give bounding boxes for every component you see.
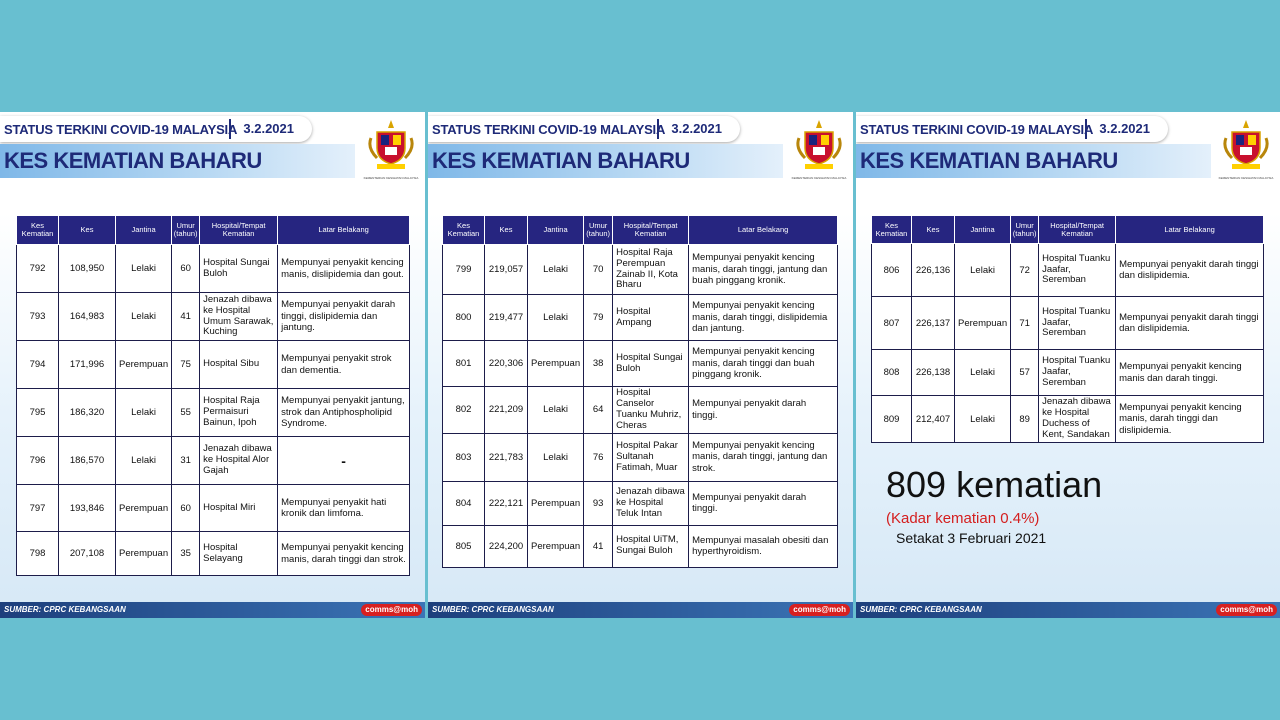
table-row [17, 485, 410, 532]
col-hospital: Hospital/Tempat Kematian [200, 216, 278, 245]
cell-umur: 79 [584, 295, 613, 341]
cell-kes: 226,136 [912, 244, 955, 297]
cell-kes: 224,200 [485, 525, 528, 567]
slide-panel-2 [428, 112, 853, 618]
cell-no: 795 [17, 389, 59, 437]
cell-umur: 41 [584, 525, 613, 567]
death-rate: (Kadar kematian 0.4%) [886, 510, 1040, 527]
cell-umur: 57 [1011, 350, 1039, 396]
col-latar-belakang: Latar Belakang [1116, 216, 1264, 244]
col-hospital: Hospital/Tempat Kematian [613, 216, 689, 245]
deaths-table [871, 215, 1264, 443]
col-latar-belakang: Latar Belakang [278, 216, 410, 245]
cell-umur: 93 [584, 481, 613, 525]
cell-jantina: Lelaki [528, 245, 584, 295]
cell-no: 806 [872, 244, 912, 297]
cell-jantina: Lelaki [116, 245, 172, 293]
cell-no: 803 [443, 433, 485, 481]
cell-kes: 171,996 [59, 341, 116, 389]
cell-no: 805 [443, 525, 485, 567]
cell-hospital: Hospital Canselor Tuanku Muhriz, Cheras [613, 387, 689, 434]
cell-hospital: Jenazah dibawa ke Hospital Umum Sarawak, Kuching [200, 293, 278, 341]
col-kes-kematian: Kes Kematian [17, 216, 59, 245]
status-date: 3.2.2021 [657, 119, 730, 139]
cell-no: 808 [872, 350, 912, 396]
col-kes-kematian: Kes Kematian [872, 216, 912, 244]
cell-umur: 38 [584, 341, 613, 387]
col-hospital: Hospital/Tempat Kematian [1039, 216, 1116, 244]
crest-caption: KEMENTERIAN KESIHATAN MALAYSIA [363, 176, 419, 180]
cell-kes: 220,306 [485, 341, 528, 387]
cell-hospital: Hospital Pakar Sultanah Fatimah, Muar [613, 433, 689, 481]
status-heading: STATUS TERKINI COVID-19 MALAYSIA [860, 121, 1094, 137]
cell-no: 807 [872, 297, 912, 350]
cell-jantina: Lelaki [528, 295, 584, 341]
col-jantina: Jantina [955, 216, 1011, 244]
col-kes: Kes [912, 216, 955, 244]
deaths-table [442, 215, 838, 568]
cell-jantina: Lelaki [116, 389, 172, 437]
slide-header [428, 116, 748, 180]
table-row [872, 244, 1264, 297]
cell-hospital: Hospital Raja Permaisuri Bainun, Ipoh [200, 389, 278, 437]
col-umur: Umur (tahun) [1011, 216, 1039, 244]
cell-jantina: Lelaki [528, 433, 584, 481]
cell-hospital: Hospital Miri [200, 485, 278, 532]
title-bar [428, 144, 783, 178]
death-summary [886, 464, 1103, 546]
cell-umur: 76 [584, 433, 613, 481]
cell-kes: 222,121 [485, 481, 528, 525]
status-date: 3.2.2021 [229, 119, 302, 139]
cell-no: 800 [443, 295, 485, 341]
cell-kes: 221,783 [485, 433, 528, 481]
table-row [872, 350, 1264, 396]
cell-umur: 60 [172, 485, 200, 532]
status-date: 3.2.2021 [1085, 119, 1158, 139]
cell-no: 799 [443, 245, 485, 295]
table-row [17, 389, 410, 437]
cell-umur: 89 [1011, 396, 1039, 443]
source-label: SUMBER: CPRC KEBANGSAAN [432, 605, 554, 614]
page-title: KES KEMATIAN BAHARU [4, 148, 262, 173]
ministry-crest-icon [791, 116, 847, 180]
table-row [17, 293, 410, 341]
col-umur: Umur (tahun) [172, 216, 200, 245]
table-row [443, 481, 838, 525]
cell-hospital: Hospital Ampang [613, 295, 689, 341]
cell-hospital: Hospital Sungai Buloh [613, 341, 689, 387]
cell-latar: Mempunyai penyakit kencing manis, darah tinggi, jantung dan buah pinggang kronik. [689, 245, 838, 295]
comms-badge: comms@moh [789, 604, 850, 616]
cell-no: 796 [17, 437, 59, 485]
cell-hospital: Hospital Tuanku Jaafar, Seremban [1039, 297, 1116, 350]
cell-jantina: Perempuan [116, 532, 172, 576]
cell-jantina: Lelaki [116, 437, 172, 485]
cell-hospital: Jenazah dibawa ke Hospital Teluk Intan [613, 481, 689, 525]
cell-latar: Mempunyai penyakit hati kronik dan limfoma. [278, 485, 410, 532]
page-title: KES KEMATIAN BAHARU [860, 148, 1118, 173]
table-row [872, 396, 1264, 443]
col-kes-kematian: Kes Kematian [443, 216, 485, 245]
cell-hospital: Hospital Sibu [200, 341, 278, 389]
cell-jantina: Perempuan [116, 341, 172, 389]
cell-latar: Mempunyai penyakit kencing manis, darah tinggi dan strok. [278, 532, 410, 576]
deaths-table [16, 215, 410, 576]
col-jantina: Jantina [116, 216, 172, 245]
table-header-row [443, 216, 838, 245]
cell-hospital: Hospital Tuanku Jaafar, Seremban [1039, 350, 1116, 396]
cell-jantina: Perempuan [955, 297, 1011, 350]
cell-umur: 55 [172, 389, 200, 437]
table-header-row [872, 216, 1264, 244]
cell-latar: Mempunyai penyakit darah tinggi. [689, 481, 838, 525]
cell-hospital: Hospital Raja Perempuan Zainab II, Kota Bharu [613, 245, 689, 295]
col-latar-belakang: Latar Belakang [689, 216, 838, 245]
cell-kes: 193,846 [59, 485, 116, 532]
cell-latar: Mempunyai penyakit darah tinggi. [689, 387, 838, 434]
cell-latar: Mempunyai penyakit kencing manis, darah tinggi dan buah pinggang kronik. [689, 341, 838, 387]
cell-no: 809 [872, 396, 912, 443]
crest-caption: KEMENTERIAN KESIHATAN MALAYSIA [1218, 176, 1274, 180]
cell-latar: Mempunyai penyakit kencing manis, darah tinggi dan dislipidemia. [1116, 396, 1264, 443]
cell-hospital: Hospital Tuanku Jaafar, Seremban [1039, 244, 1116, 297]
cell-no: 794 [17, 341, 59, 389]
table-row [17, 341, 410, 389]
table-row [443, 525, 838, 567]
source-label: SUMBER: CPRC KEBANGSAAN [860, 605, 982, 614]
table-row [443, 245, 838, 295]
table-row [443, 433, 838, 481]
cell-jantina: Perempuan [116, 485, 172, 532]
cell-jantina: Lelaki [116, 293, 172, 341]
cell-no: 797 [17, 485, 59, 532]
slide-header [0, 116, 320, 180]
cell-latar: Mempunyai penyakit darah tinggi dan dislipidemia. [1116, 244, 1264, 297]
cell-latar: Mempunyai penyakit kencing manis, dislipidemia dan gout. [278, 245, 410, 293]
status-pill [856, 116, 1168, 142]
cell-hospital: Hospital UiTM, Sungai Buloh [613, 525, 689, 567]
cell-umur: 75 [172, 341, 200, 389]
cell-umur: 31 [172, 437, 200, 485]
cell-latar: Mempunyai penyakit darah tinggi dan dislipidemia. [1116, 297, 1264, 350]
cell-latar: Mempunyai penyakit kencing manis dan darah tinggi. [1116, 350, 1264, 396]
cell-jantina: Perempuan [528, 525, 584, 567]
cell-umur: 41 [172, 293, 200, 341]
slide-panel-1 [0, 112, 425, 618]
table-row [17, 245, 410, 293]
cell-hospital: Jenazah dibawa ke Hospital Duchess of Kent, Sandakan [1039, 396, 1116, 443]
cell-kes: 186,320 [59, 389, 116, 437]
cell-no: 792 [17, 245, 59, 293]
cell-jantina: Perempuan [528, 481, 584, 525]
as-of-date: Setakat 3 Februari 2021 [896, 530, 1047, 546]
ministry-crest-icon [363, 116, 419, 180]
title-bar [0, 144, 355, 178]
cell-kes: 186,570 [59, 437, 116, 485]
cell-no: 798 [17, 532, 59, 576]
cell-hospital: Hospital Selayang [200, 532, 278, 576]
comms-badge: comms@moh [1216, 604, 1277, 616]
cell-umur: 70 [584, 245, 613, 295]
col-umur: Umur (tahun) [584, 216, 613, 245]
comms-badge: comms@moh [361, 604, 422, 616]
cell-umur: 60 [172, 245, 200, 293]
cell-kes: 221,209 [485, 387, 528, 434]
table-row [17, 532, 410, 576]
cell-no: 804 [443, 481, 485, 525]
cell-latar: - [278, 437, 410, 485]
cell-umur: 72 [1011, 244, 1039, 297]
cell-kes: 207,108 [59, 532, 116, 576]
cell-kes: 226,137 [912, 297, 955, 350]
cell-no: 793 [17, 293, 59, 341]
cell-no: 802 [443, 387, 485, 434]
cell-kes: 219,477 [485, 295, 528, 341]
cell-umur: 64 [584, 387, 613, 434]
cell-no: 801 [443, 341, 485, 387]
cell-kes: 212,407 [912, 396, 955, 443]
status-heading: STATUS TERKINI COVID-19 MALAYSIA [432, 121, 666, 137]
status-pill [428, 116, 740, 142]
cell-kes: 164,983 [59, 293, 116, 341]
cell-latar: Mempunyai masalah obesiti dan hyperthyroidism. [689, 525, 838, 567]
cell-latar: Mempunyai penyakit kencing manis, darah tinggi, jantung dan strok. [689, 433, 838, 481]
table-row [17, 437, 410, 485]
table-row [872, 297, 1264, 350]
table-row [443, 387, 838, 434]
cell-jantina: Perempuan [528, 341, 584, 387]
cell-hospital: Jenazah dibawa ke Hospital Alor Gajah [200, 437, 278, 485]
slide-header [856, 116, 1176, 180]
cell-latar: Mempunyai penyakit jantung, strok dan Antiphospholipid Syndrome. [278, 389, 410, 437]
page-title: KES KEMATIAN BAHARU [432, 148, 690, 173]
cell-jantina: Lelaki [955, 244, 1011, 297]
slide-footer [0, 602, 425, 618]
table-row [443, 295, 838, 341]
cell-latar: Mempunyai penyakit kencing manis, darah tinggi, dislipidemia dan jantung. [689, 295, 838, 341]
table-header-row [17, 216, 410, 245]
slide-footer [428, 602, 853, 618]
slide-footer [856, 602, 1280, 618]
cell-kes: 226,138 [912, 350, 955, 396]
col-kes: Kes [59, 216, 116, 245]
col-kes: Kes [485, 216, 528, 245]
total-deaths: 809 kematian [886, 464, 1103, 505]
cell-jantina: Lelaki [528, 387, 584, 434]
cell-jantina: Lelaki [955, 396, 1011, 443]
cell-hospital: Hospital Sungai Buloh [200, 245, 278, 293]
cell-kes: 219,057 [485, 245, 528, 295]
cell-umur: 71 [1011, 297, 1039, 350]
source-label: SUMBER: CPRC KEBANGSAAN [4, 605, 126, 614]
col-jantina: Jantina [528, 216, 584, 245]
cell-latar: Mempunyai penyakit strok dan dementia. [278, 341, 410, 389]
status-heading: STATUS TERKINI COVID-19 MALAYSIA [4, 121, 238, 137]
cell-jantina: Lelaki [955, 350, 1011, 396]
slide-panel-3 [856, 112, 1280, 618]
cell-latar: Mempunyai penyakit darah tinggi, dislipidemia dan jantung. [278, 293, 410, 341]
cell-umur: 35 [172, 532, 200, 576]
table-row [443, 341, 838, 387]
crest-caption: KEMENTERIAN KESIHATAN MALAYSIA [791, 176, 847, 180]
ministry-crest-icon [1218, 116, 1274, 180]
cell-kes: 108,950 [59, 245, 116, 293]
title-bar [856, 144, 1211, 178]
status-pill [0, 116, 312, 142]
